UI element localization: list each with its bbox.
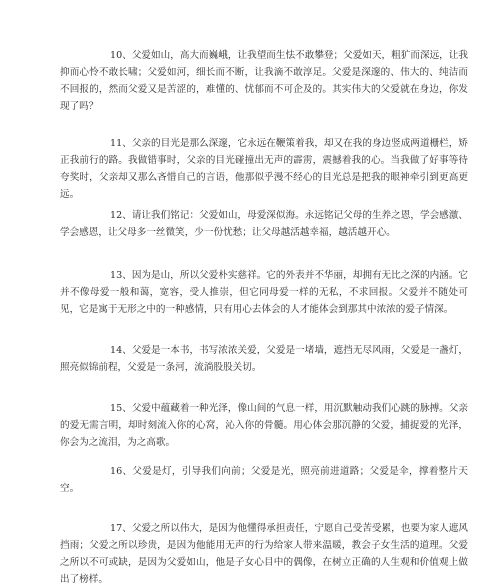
paragraph-11: 11、父亲的目光是那么深邃，它永远在鞭策着我，却又在我的身边竖成两道栅栏，矫正我前行的路。我做错事时，父亲的目光碰撞出无声的霹雳，震撼着我的心。当我做了好事等待夸奖时，父亲却又那么吝惜自己的言语，他那似乎漫不经心的目光总是把我的眼神牵引到更高更远。 [60,138,468,200]
paragraph-13: 13、因为是山，所以父爱朴实慈祥。它的外表并不华丽，却拥有无比之深的内涵。它并不像母爱一般和蔼，宽容，受人推崇，但它同母爱一样的无私，不求回报。父爱并不随处可见，它是寓于无形之中的一种感情，只有用心去体会的人才能体会到那其中浓浓的爱子情深。 [60,270,468,315]
paragraph-15: 15、父爱中蕴藏着一种光泽，像山间的气息一样，用沉默触动我们心跳的脉搏。父亲的爱无需言明，却时刻流入你的心窝，沁入你的骨髓。用心体会那沉静的父爱，捕捉爱的光泽，你会为之流泪，为之高歌。 [60,403,468,448]
paragraph-16: 16、父爱是灯，引导我们向前；父爱是光，照亮前进道路；父爱是伞，撑着整片天空。 [60,466,468,494]
paragraph-14: 14、父爱是一本书，书写浓浓关爱，父爱是一堵墙，遮挡无尽风雨，父爱是一盏灯，照亮似锦前程，父爱是一条河，流淌股股关切。 [60,345,468,373]
paragraph-17: 17、父爱之所以伟大，是因为他懂得承担责任，宁愿自己受苦受累，也要为家人遮风挡雨；父爱之所以珍贵，是因为他能用无声的行为给家人带来温暖，教会子女生活的道理。父爱之所以不可或缺，是因为父爱如山，他是子女心目中的偶像，在树立正确的人生观和价值观上做出了榜样。 [60,523,468,585]
paragraph-10: 10、父爱如山，高大而巍峨，让我望而生怯不敢攀登；父爱如天，粗犷而深远，让我抑而心怜不敢长啸；父爱如河，细长而不断，让我滴不敢淳足。父爱是深邃的、伟大的、纯洁而不回报的，然而父爱又是苦涩的，难懂的、忧郁而不可企及的。其实伟大的父爱就在身边，你发现了吗？ [60,50,468,112]
paragraph-12: 12、请让我们铭记：父爱如山，母爱深似海。永远铭记父母的生养之恩，学会感激、学会感恩，让父母多一丝微笑，少一份忧愁；让父母越活越幸福，越活越开心。 [60,210,468,238]
